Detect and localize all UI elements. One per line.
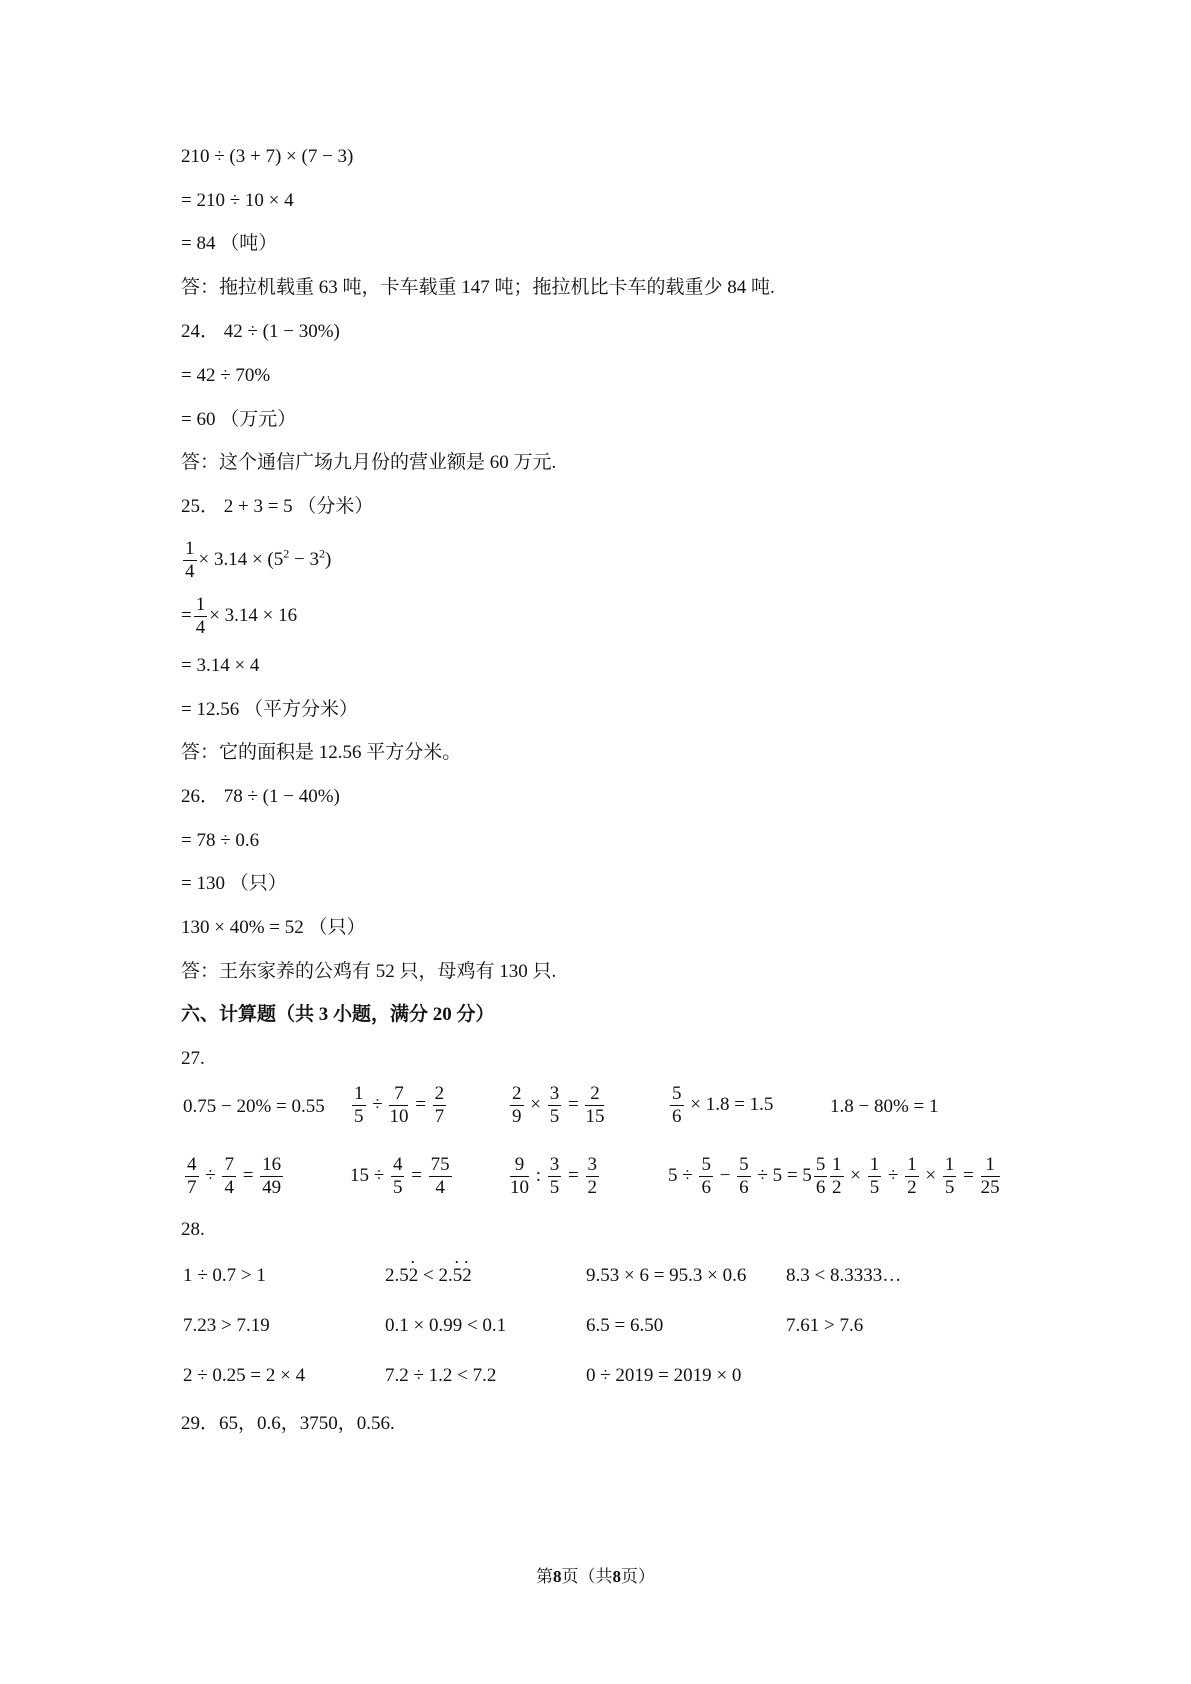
q28-expr: 0 ÷ 2019 = 2019 × 0 [586, 1365, 742, 1386]
q27-expr: $\frac{9}{10}$ : $\frac{3}{5}$ = $\frac{3}{2}$ [510, 1154, 597, 1198]
q27-expr: $\frac{5}{6}$ × 1.8 = 1.5 [672, 1083, 774, 1127]
q28-expr: 2.52 · < 2.5 ·2 · [385, 1264, 472, 1288]
q28-expr: 6.5 = 6.50 [586, 1315, 664, 1336]
q27-expr: 0.75 − 20% = 0.55 [183, 1096, 325, 1117]
q27-expr: $\frac{1}{5}$ ÷ $\frac{7}{10}$ = $\frac{2}{7}$ [354, 1083, 445, 1127]
q28-expr: 7.2 ÷ 1.2 < 7.2 [385, 1365, 497, 1386]
solution-line: = 60 （万元） [181, 409, 297, 430]
answer-line: 答：拖拉机载重 63 吨，卡车载重 147 吨；拖拉机比卡车的载重少 84 吨. [181, 277, 775, 298]
q27-expr: $\frac{2}{9}$ × $\frac{3}{5}$ = $\frac{2}{15}$ [512, 1083, 605, 1127]
q28-expr: 9.53 × 6 = 95.3 × 0.6 [586, 1265, 747, 1286]
solution-line: = 130 （只） [181, 873, 287, 894]
q28-expr: 2 ÷ 0.25 = 2 × 4 [183, 1365, 306, 1386]
answer-line: 答：它的面积是 12.56 平方分米。 [181, 742, 462, 763]
q27-expr: 15 ÷ $\frac{4}{5}$ = $\frac{75}{4}$ [350, 1154, 450, 1198]
question-29: 29．65，0.6，3750，0.56. [181, 1413, 395, 1434]
solution-line: = 84 （吨） [181, 233, 278, 254]
solution-line: = 78 ÷ 0.6 [181, 830, 260, 851]
page-footer: 第8页（共8页） [536, 1567, 655, 1586]
fraction: $\frac{1}{4}$ [185, 538, 195, 582]
solution-line: = 210 ÷ 10 × 4 [181, 190, 294, 211]
solution-line: = 12.56 （平方分米） [181, 699, 358, 720]
q28-expr: 1 ÷ 0.7 > 1 [183, 1265, 266, 1286]
solution-line: 210 ÷ (3 + 7) × (7 − 3) [181, 146, 354, 167]
solution-line: = $\frac{1}{4}$ × 3.14 × 16 [181, 594, 298, 638]
section-heading: 六、计算题（共 3 小题，满分 20 分） [181, 1004, 495, 1025]
solution-line: = 42 ÷ 70% [181, 365, 271, 386]
fraction: $\frac{1}{4}$ [195, 594, 206, 638]
solution-line: = 3.14 × 4 [181, 655, 260, 676]
q27-expr: 1.8 − 80% = 1 [830, 1096, 939, 1117]
q28-expr: 7.61 > 7.6 [786, 1315, 864, 1336]
q28-expr: 8.3 < 8.3333… [786, 1265, 902, 1286]
question-25: 25． 2 + 3 = 5 （分米） [181, 496, 374, 517]
question-24: 24． 42 ÷ (1 − 30%) [181, 321, 340, 342]
question-28-label: 28. [181, 1219, 205, 1240]
answer-line: 答：这个通信广场九月份的营业额是 60 万元. [181, 452, 557, 473]
q28-expr: 0.1 × 0.99 < 0.1 [385, 1315, 507, 1336]
solution-line: 130 × 40% = 52 （只） [181, 917, 366, 938]
question-27-label: 27. [181, 1048, 205, 1069]
q27-expr: $\frac{1}{2}$ × $\frac{1}{5}$ ÷ $\frac{1}{2}$ × $\frac{1}{5}$ = $\frac{1}{25}$ [832, 1154, 1000, 1198]
q28-expr: 7.23 > 7.19 [183, 1315, 270, 1336]
q27-expr: 5 ÷ $\frac{5}{6}$ − $\frac{5}{6}$ ÷ 5 = 5 $\frac{5}{6}$ [668, 1154, 826, 1198]
q27-expr: $\frac{4}{7}$ ÷ $\frac{7}{4}$ = $\frac{16}{49}$ [187, 1154, 282, 1198]
question-26: 26． 78 ÷ (1 − 40%) [181, 786, 340, 807]
answer-line: 答：王东家养的公鸡有 52 只，母鸡有 130 只. [181, 961, 557, 982]
solution-line: $\frac{1}{4}$ × $3.14 \times (5^2 - 3^2)$ [185, 538, 332, 582]
